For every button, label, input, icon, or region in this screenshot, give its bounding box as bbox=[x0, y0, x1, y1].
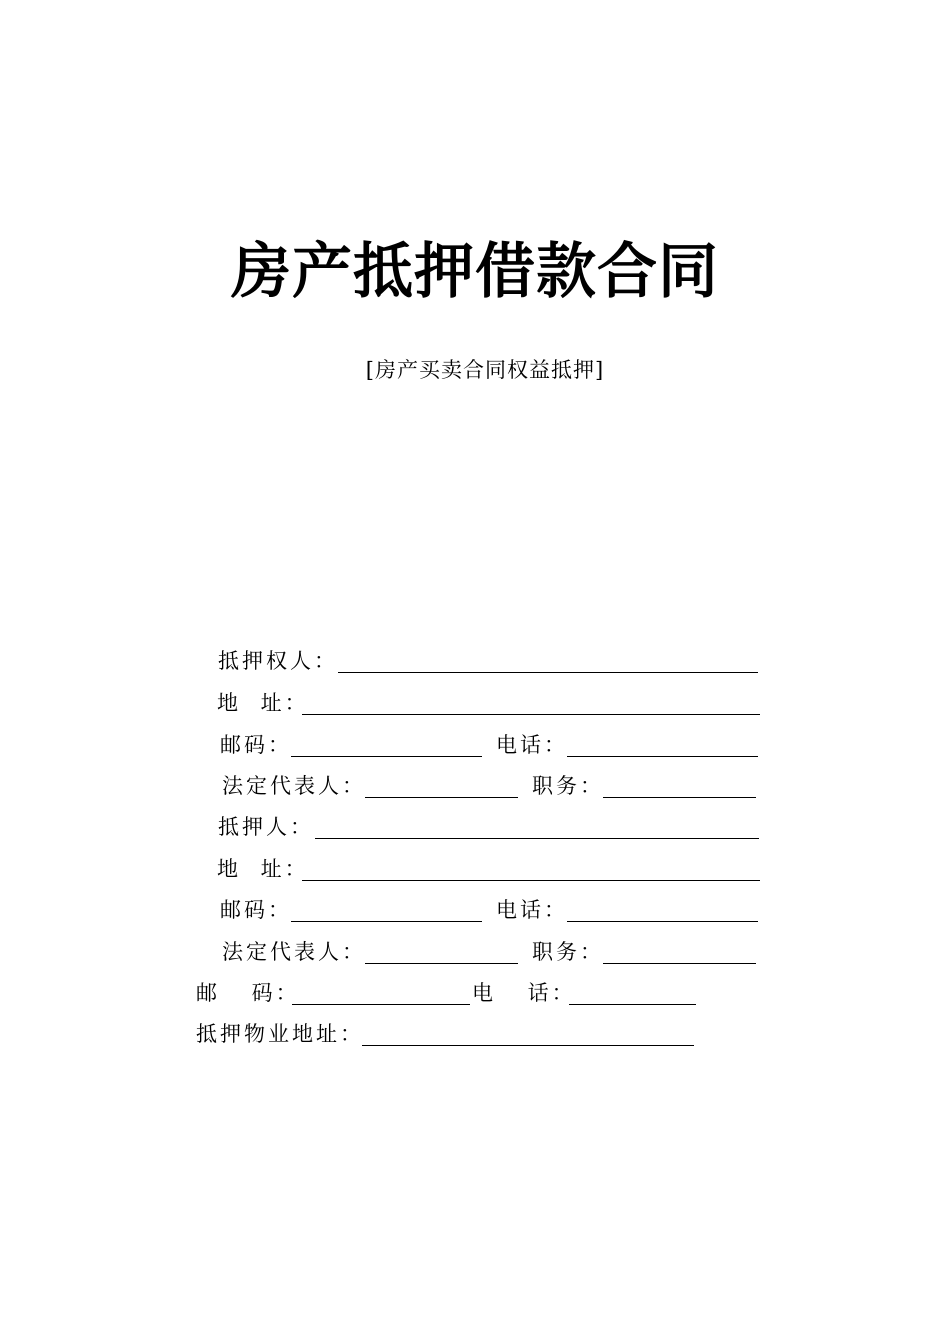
mortgagor-legal-rep-label: 法定代表人： bbox=[222, 940, 366, 964]
extra-postcode-field[interactable] bbox=[292, 1004, 470, 1005]
mortgagor-postcode-field[interactable] bbox=[291, 921, 482, 922]
document-title: 房产抵押借款合同 bbox=[231, 237, 719, 307]
mortgagee-name-row bbox=[0, 646, 950, 676]
mortgagee-legal-rep-label: 法定代表人： bbox=[222, 774, 366, 798]
mortgagor-contact-row bbox=[0, 895, 950, 925]
extra-postcode-label: 邮 码： bbox=[196, 981, 300, 1005]
mortgagor-phone-label: 电话： bbox=[496, 898, 568, 922]
mortgagor-position-field[interactable] bbox=[603, 963, 756, 964]
mortgagee-address-field[interactable] bbox=[302, 714, 760, 715]
mortgagor-position-label: 职务： bbox=[532, 940, 604, 964]
mortgagee-phone-field[interactable] bbox=[567, 756, 758, 757]
mortgagee-position-field[interactable] bbox=[603, 797, 756, 798]
property-address-field[interactable] bbox=[362, 1045, 694, 1046]
mortgagor-legal-rep-field[interactable] bbox=[365, 963, 518, 964]
mortgagor-address-label: 地 址： bbox=[217, 857, 309, 881]
mortgagor-postcode-label: 邮码： bbox=[220, 898, 292, 922]
mortgagee-phone-label: 电话： bbox=[496, 733, 568, 757]
mortgagor-name-row bbox=[0, 812, 950, 842]
mortgagor-phone-field[interactable] bbox=[567, 921, 758, 922]
extra-phone-label: 电 话： bbox=[472, 981, 576, 1005]
mortgagee-contact-row bbox=[0, 730, 950, 760]
mortgagor-name-field[interactable] bbox=[315, 838, 759, 839]
mortgagee-name-field[interactable] bbox=[338, 672, 758, 673]
property-address-label: 抵押物业地址： bbox=[196, 1022, 364, 1046]
mortgagee-position-label: 职务： bbox=[532, 774, 604, 798]
mortgagor-rep-row bbox=[0, 937, 950, 967]
extra-contact-row bbox=[0, 978, 950, 1008]
mortgagee-name-label: 抵押权人： bbox=[218, 649, 338, 673]
mortgagor-name-label: 抵押人： bbox=[218, 815, 314, 839]
mortgagee-rep-row bbox=[0, 771, 950, 801]
mortgagee-address-label: 地 址： bbox=[217, 691, 309, 715]
document-subtitle: [房产买卖合同权益抵押] bbox=[365, 358, 605, 382]
mortgagee-address-row bbox=[0, 688, 950, 718]
mortgagee-postcode-field[interactable] bbox=[291, 756, 482, 757]
mortgagor-address-field[interactable] bbox=[302, 880, 760, 881]
property-address-row bbox=[0, 1019, 950, 1049]
mortgagor-address-row bbox=[0, 854, 950, 884]
extra-phone-field[interactable] bbox=[569, 1004, 696, 1005]
mortgagee-legal-rep-field[interactable] bbox=[365, 797, 518, 798]
mortgagee-postcode-label: 邮码： bbox=[220, 733, 292, 757]
